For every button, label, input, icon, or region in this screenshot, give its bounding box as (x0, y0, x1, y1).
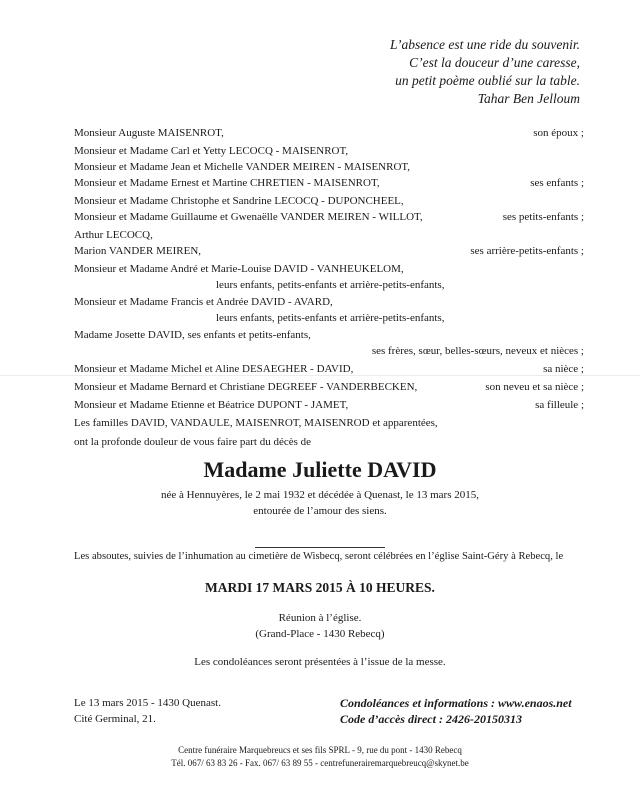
family-member-name: Arthur LECOCQ, (74, 229, 153, 241)
quote-line-3: un petit poème oublié sur la table. (395, 73, 580, 88)
family-member-name: Monsieur et Madame Christophe et Sandrine LECOCQ - DUPONCHEEL, (74, 195, 404, 207)
family-member-name: Monsieur et Madame Guillaume et Gwenaëlle VANDER MEIREN - WILLOT, (74, 211, 423, 223)
family-member-role: sa nièce ; (543, 363, 584, 375)
online-info: Condoléances et informations : www.enaos.net (340, 696, 572, 710)
family-member-role: ses frères, sœur, belles-sœurs, neveux et nièces ; (371, 345, 584, 357)
family-member-name: Madame Josette DAVID, ses enfants et petits-enfants, (74, 329, 311, 341)
quote-line-1: L’absence est une ride du souvenir. (390, 37, 580, 52)
address: Cité Germinal, 21. (74, 713, 156, 725)
deceased-name: Madame Juliette DAVID (203, 457, 437, 482)
ceremony-date: MARDI 17 MARS 2015 À 10 HEURES. (205, 580, 435, 595)
ceremony-text: Les absoutes, suivies de l’inhumation au cimetière de Wisbecq, seront célébrées en l’église Saint-Géry à Rebecq, le (74, 551, 564, 562)
family-member-role: ses petits-enfants ; (502, 211, 584, 223)
family-member-name: Monsieur et Madame Michel et Aline DESAEGHER - DAVID, (74, 363, 354, 375)
family-member-name: Monsieur et Madame Etienne et Béatrice DUPONT - JAMET, (74, 399, 349, 411)
contact: Tél. 067/ 63 83 26 - Fax. 067/ 63 89 55 - centrefunerairemarquebreucq@skynet.be (171, 758, 469, 768)
funeral-home: Centre funéraire Marquebreucs et ses fils SPRL - 9, rue du pont - 1430 Rebecq (178, 745, 462, 755)
surrounded: entourée de l’amour des siens. (253, 505, 387, 517)
family-member-role: son neveu et sa nièce ; (485, 381, 584, 393)
family-member-name: Marion VANDER MEIREN, (74, 245, 202, 257)
family-member-name: Monsieur et Madame Jean et Michelle VANDER MEIREN - MAISENROT, (74, 161, 411, 173)
birth-death: née à Hennuyères, le 2 mai 1932 et décédée à Quenast, le 13 mars 2015, (161, 489, 479, 501)
family-member-name: Monsieur Auguste MAISENROT, (74, 127, 224, 139)
meeting: Réunion à l’église. (278, 612, 362, 624)
family-member-name: leurs enfants, petits-enfants et arrière-petits-enfants, (216, 279, 445, 291)
family-member-name: Monsieur et Madame Carl et Yetty LECOCQ - MAISENROT, (74, 145, 349, 157)
announcement: ont la profonde douleur de vous faire part du décès de (74, 436, 312, 448)
quote-author: Tahar Ben Jelloum (477, 91, 580, 106)
access-code: Code d’accès direct : 2426-20150313 (340, 712, 522, 726)
family-member-name: Monsieur et Madame André et Marie-Louise DAVID - VANHEUKELOM, (74, 263, 404, 275)
family-member-name: Monsieur et Madame Ernest et Martine CHRETIEN - MAISENROT, (74, 177, 380, 189)
separator-rule (255, 547, 385, 548)
family-member-name: Monsieur et Madame Bernard et Christiane DEGREEF - VANDERBECKEN, (74, 381, 418, 393)
paper-fold-line (0, 375, 640, 376)
condolences: Les condoléances seront présentées à l’issue de la messe. (194, 656, 446, 668)
family-member-name: leurs enfants, petits-enfants et arrière-petits-enfants, (216, 312, 445, 324)
family-member-role: ses arrière-petits-enfants ; (470, 245, 584, 257)
quote-line-2: C’est la douceur d’une caresse, (409, 55, 580, 70)
meeting-place: (Grand-Place - 1430 Rebecq) (255, 628, 385, 640)
family-member-role: sa filleule ; (535, 399, 584, 411)
family-member-name: Les familles DAVID, VANDAULE, MAISENROT, MAISENROD et apparentées, (74, 417, 438, 429)
family-member-role: ses enfants ; (530, 177, 584, 189)
family-member-role: son époux ; (533, 127, 584, 139)
place-date: Le 13 mars 2015 - 1430 Quenast. (74, 697, 221, 709)
family-member-name: Monsieur et Madame Francis et Andrée DAVID - AVARD, (74, 296, 333, 308)
